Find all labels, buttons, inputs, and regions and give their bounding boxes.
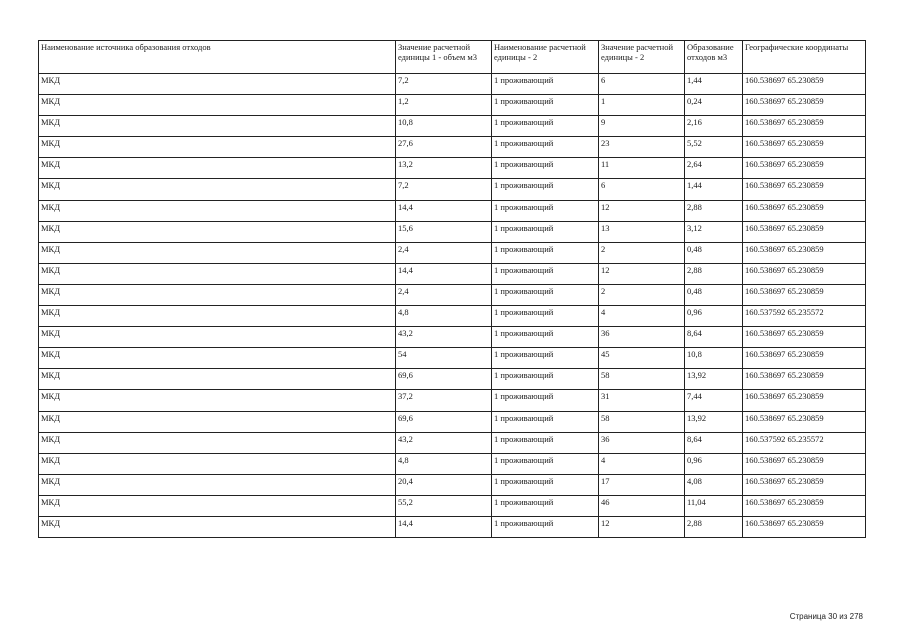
cell-unit-value-2: 23	[599, 137, 685, 158]
cell-unit-value-1: 1,2	[396, 95, 492, 116]
cell-unit-value-2: 46	[599, 495, 685, 516]
cell-waste-volume: 0,96	[685, 453, 743, 474]
cell-source-name: МКД	[39, 516, 396, 537]
cell-waste-volume: 0,24	[685, 95, 743, 116]
cell-waste-volume: 2,16	[685, 116, 743, 137]
cell-unit-value-1: 27,6	[396, 137, 492, 158]
cell-waste-volume: 2,64	[685, 158, 743, 179]
cell-unit-value-2: 9	[599, 116, 685, 137]
header-unit-value-1: Значение расчетной единицы 1 - объем м3	[396, 41, 492, 74]
cell-source-name: МКД	[39, 327, 396, 348]
cell-waste-volume: 1,44	[685, 179, 743, 200]
cell-unit-name-2: 1 проживающий	[492, 263, 599, 284]
cell-unit-value-1: 15,6	[396, 221, 492, 242]
cell-source-name: МКД	[39, 200, 396, 221]
cell-waste-volume: 11,04	[685, 495, 743, 516]
cell-waste-volume: 7,44	[685, 390, 743, 411]
cell-unit-value-1: 43,2	[396, 432, 492, 453]
table-row	[39, 474, 866, 495]
cell-waste-volume: 2,88	[685, 516, 743, 537]
table-row	[39, 516, 866, 537]
cell-unit-value-2: 1	[599, 95, 685, 116]
cell-source-name: МКД	[39, 474, 396, 495]
cell-unit-name-2: 1 проживающий	[492, 200, 599, 221]
table-row	[39, 432, 866, 453]
cell-unit-value-1: 14,4	[396, 263, 492, 284]
cell-unit-value-2: 58	[599, 369, 685, 390]
cell-unit-value-1: 54	[396, 348, 492, 369]
cell-coordinates: 160.538697 65.230859	[743, 453, 866, 474]
table-header-row	[39, 41, 866, 74]
table-row	[39, 179, 866, 200]
cell-unit-value-2: 4	[599, 306, 685, 327]
cell-unit-value-2: 12	[599, 200, 685, 221]
table-row	[39, 495, 866, 516]
cell-unit-value-1: 55,2	[396, 495, 492, 516]
table-row	[39, 116, 866, 137]
cell-source-name: МКД	[39, 74, 396, 95]
header-coordinates: Географические координаты	[743, 41, 866, 74]
cell-coordinates: 160.538697 65.230859	[743, 116, 866, 137]
cell-source-name: МКД	[39, 453, 396, 474]
cell-coordinates: 160.538697 65.230859	[743, 200, 866, 221]
header-source-name: Наименование источника образования отходов	[39, 41, 396, 74]
cell-waste-volume: 3,12	[685, 221, 743, 242]
table-row	[39, 348, 866, 369]
cell-unit-value-1: 69,6	[396, 369, 492, 390]
cell-source-name: МКД	[39, 284, 396, 305]
cell-unit-name-2: 1 проживающий	[492, 369, 599, 390]
cell-source-name: МКД	[39, 242, 396, 263]
cell-source-name: МКД	[39, 306, 396, 327]
cell-coordinates: 160.538697 65.230859	[743, 369, 866, 390]
cell-coordinates: 160.538697 65.230859	[743, 411, 866, 432]
cell-unit-value-2: 58	[599, 411, 685, 432]
cell-waste-volume: 1,44	[685, 74, 743, 95]
table-row	[39, 95, 866, 116]
header-waste-volume: Образование отходов м3	[685, 41, 743, 74]
cell-source-name: МКД	[39, 432, 396, 453]
cell-unit-name-2: 1 проживающий	[492, 516, 599, 537]
cell-coordinates: 160.538697 65.230859	[743, 390, 866, 411]
cell-unit-value-2: 2	[599, 242, 685, 263]
cell-coordinates: 160.538697 65.230859	[743, 137, 866, 158]
cell-coordinates: 160.537592 65.235572	[743, 306, 866, 327]
cell-unit-value-1: 69,6	[396, 411, 492, 432]
cell-coordinates: 160.538697 65.230859	[743, 348, 866, 369]
cell-waste-volume: 13,92	[685, 369, 743, 390]
table-row	[39, 74, 866, 95]
cell-unit-name-2: 1 проживающий	[492, 158, 599, 179]
cell-coordinates: 160.538697 65.230859	[743, 263, 866, 284]
cell-coordinates: 160.538697 65.230859	[743, 242, 866, 263]
cell-unit-value-1: 4,8	[396, 453, 492, 474]
header-unit-value-2: Значение расчетной единицы - 2	[599, 41, 685, 74]
cell-source-name: МКД	[39, 158, 396, 179]
cell-unit-value-2: 45	[599, 348, 685, 369]
cell-coordinates: 160.537592 65.235572	[743, 432, 866, 453]
table-row	[39, 284, 866, 305]
cell-coordinates: 160.538697 65.230859	[743, 516, 866, 537]
table-row	[39, 306, 866, 327]
cell-unit-name-2: 1 проживающий	[492, 221, 599, 242]
table-row	[39, 390, 866, 411]
cell-unit-name-2: 1 проживающий	[492, 453, 599, 474]
table-row	[39, 221, 866, 242]
cell-unit-value-1: 43,2	[396, 327, 492, 348]
cell-unit-name-2: 1 проживающий	[492, 474, 599, 495]
cell-unit-value-2: 6	[599, 179, 685, 200]
cell-waste-volume: 10,8	[685, 348, 743, 369]
table-row	[39, 137, 866, 158]
cell-coordinates: 160.538697 65.230859	[743, 474, 866, 495]
cell-unit-value-2: 6	[599, 74, 685, 95]
cell-unit-value-1: 14,4	[396, 200, 492, 221]
table-row	[39, 242, 866, 263]
cell-unit-value-2: 12	[599, 516, 685, 537]
cell-unit-name-2: 1 проживающий	[492, 495, 599, 516]
cell-unit-value-1: 13,2	[396, 158, 492, 179]
cell-unit-name-2: 1 проживающий	[492, 306, 599, 327]
cell-unit-name-2: 1 проживающий	[492, 411, 599, 432]
cell-coordinates: 160.538697 65.230859	[743, 158, 866, 179]
cell-coordinates: 160.538697 65.230859	[743, 74, 866, 95]
cell-waste-volume: 4,08	[685, 474, 743, 495]
cell-coordinates: 160.538697 65.230859	[743, 495, 866, 516]
cell-unit-value-1: 4,8	[396, 306, 492, 327]
table-row	[39, 158, 866, 179]
cell-unit-value-2: 4	[599, 453, 685, 474]
cell-unit-value-2: 2	[599, 284, 685, 305]
cell-coordinates: 160.538697 65.230859	[743, 284, 866, 305]
page-number: Страница 30 из 278	[789, 612, 863, 621]
cell-coordinates: 160.538697 65.230859	[743, 327, 866, 348]
cell-waste-volume: 2,88	[685, 200, 743, 221]
cell-unit-name-2: 1 проживающий	[492, 432, 599, 453]
cell-unit-name-2: 1 проживающий	[492, 95, 599, 116]
cell-unit-name-2: 1 проживающий	[492, 390, 599, 411]
cell-source-name: МКД	[39, 179, 396, 200]
cell-unit-name-2: 1 проживающий	[492, 137, 599, 158]
waste-sources-table	[38, 40, 866, 538]
cell-unit-value-1: 20,4	[396, 474, 492, 495]
cell-unit-name-2: 1 проживающий	[492, 284, 599, 305]
cell-unit-value-2: 11	[599, 158, 685, 179]
cell-unit-value-1: 10,8	[396, 116, 492, 137]
table-row	[39, 263, 866, 284]
cell-source-name: МКД	[39, 495, 396, 516]
cell-unit-name-2: 1 проживающий	[492, 327, 599, 348]
cell-coordinates: 160.538697 65.230859	[743, 179, 866, 200]
cell-source-name: МКД	[39, 137, 396, 158]
cell-unit-value-1: 2,4	[396, 242, 492, 263]
cell-unit-value-1: 7,2	[396, 74, 492, 95]
header-unit-name-2: Наименование расчетной единицы - 2	[492, 41, 599, 74]
table-row	[39, 369, 866, 390]
cell-source-name: МКД	[39, 263, 396, 284]
table-row	[39, 453, 866, 474]
cell-unit-name-2: 1 проживающий	[492, 116, 599, 137]
cell-coordinates: 160.538697 65.230859	[743, 221, 866, 242]
cell-unit-value-1: 2,4	[396, 284, 492, 305]
cell-source-name: МКД	[39, 411, 396, 432]
cell-unit-value-2: 17	[599, 474, 685, 495]
cell-source-name: МКД	[39, 95, 396, 116]
cell-unit-value-2: 31	[599, 390, 685, 411]
cell-unit-name-2: 1 проживающий	[492, 74, 599, 95]
table-body	[39, 74, 866, 538]
cell-coordinates: 160.538697 65.230859	[743, 95, 866, 116]
cell-unit-name-2: 1 проживающий	[492, 179, 599, 200]
cell-waste-volume: 2,88	[685, 263, 743, 284]
cell-unit-value-2: 36	[599, 327, 685, 348]
cell-unit-value-1: 14,4	[396, 516, 492, 537]
cell-waste-volume: 8,64	[685, 327, 743, 348]
cell-unit-value-2: 36	[599, 432, 685, 453]
table-row	[39, 200, 866, 221]
cell-unit-value-1: 7,2	[396, 179, 492, 200]
cell-source-name: МКД	[39, 116, 396, 137]
table-row	[39, 327, 866, 348]
cell-unit-value-2: 13	[599, 221, 685, 242]
cell-waste-volume: 0,48	[685, 284, 743, 305]
table-row	[39, 411, 866, 432]
cell-unit-name-2: 1 проживающий	[492, 348, 599, 369]
cell-unit-value-1: 37,2	[396, 390, 492, 411]
cell-unit-name-2: 1 проживающий	[492, 242, 599, 263]
cell-source-name: МКД	[39, 221, 396, 242]
cell-source-name: МКД	[39, 369, 396, 390]
cell-source-name: МКД	[39, 390, 396, 411]
cell-source-name: МКД	[39, 348, 396, 369]
cell-waste-volume: 5,52	[685, 137, 743, 158]
cell-waste-volume: 0,96	[685, 306, 743, 327]
cell-waste-volume: 13,92	[685, 411, 743, 432]
cell-waste-volume: 8,64	[685, 432, 743, 453]
cell-unit-value-2: 12	[599, 263, 685, 284]
cell-waste-volume: 0,48	[685, 242, 743, 263]
